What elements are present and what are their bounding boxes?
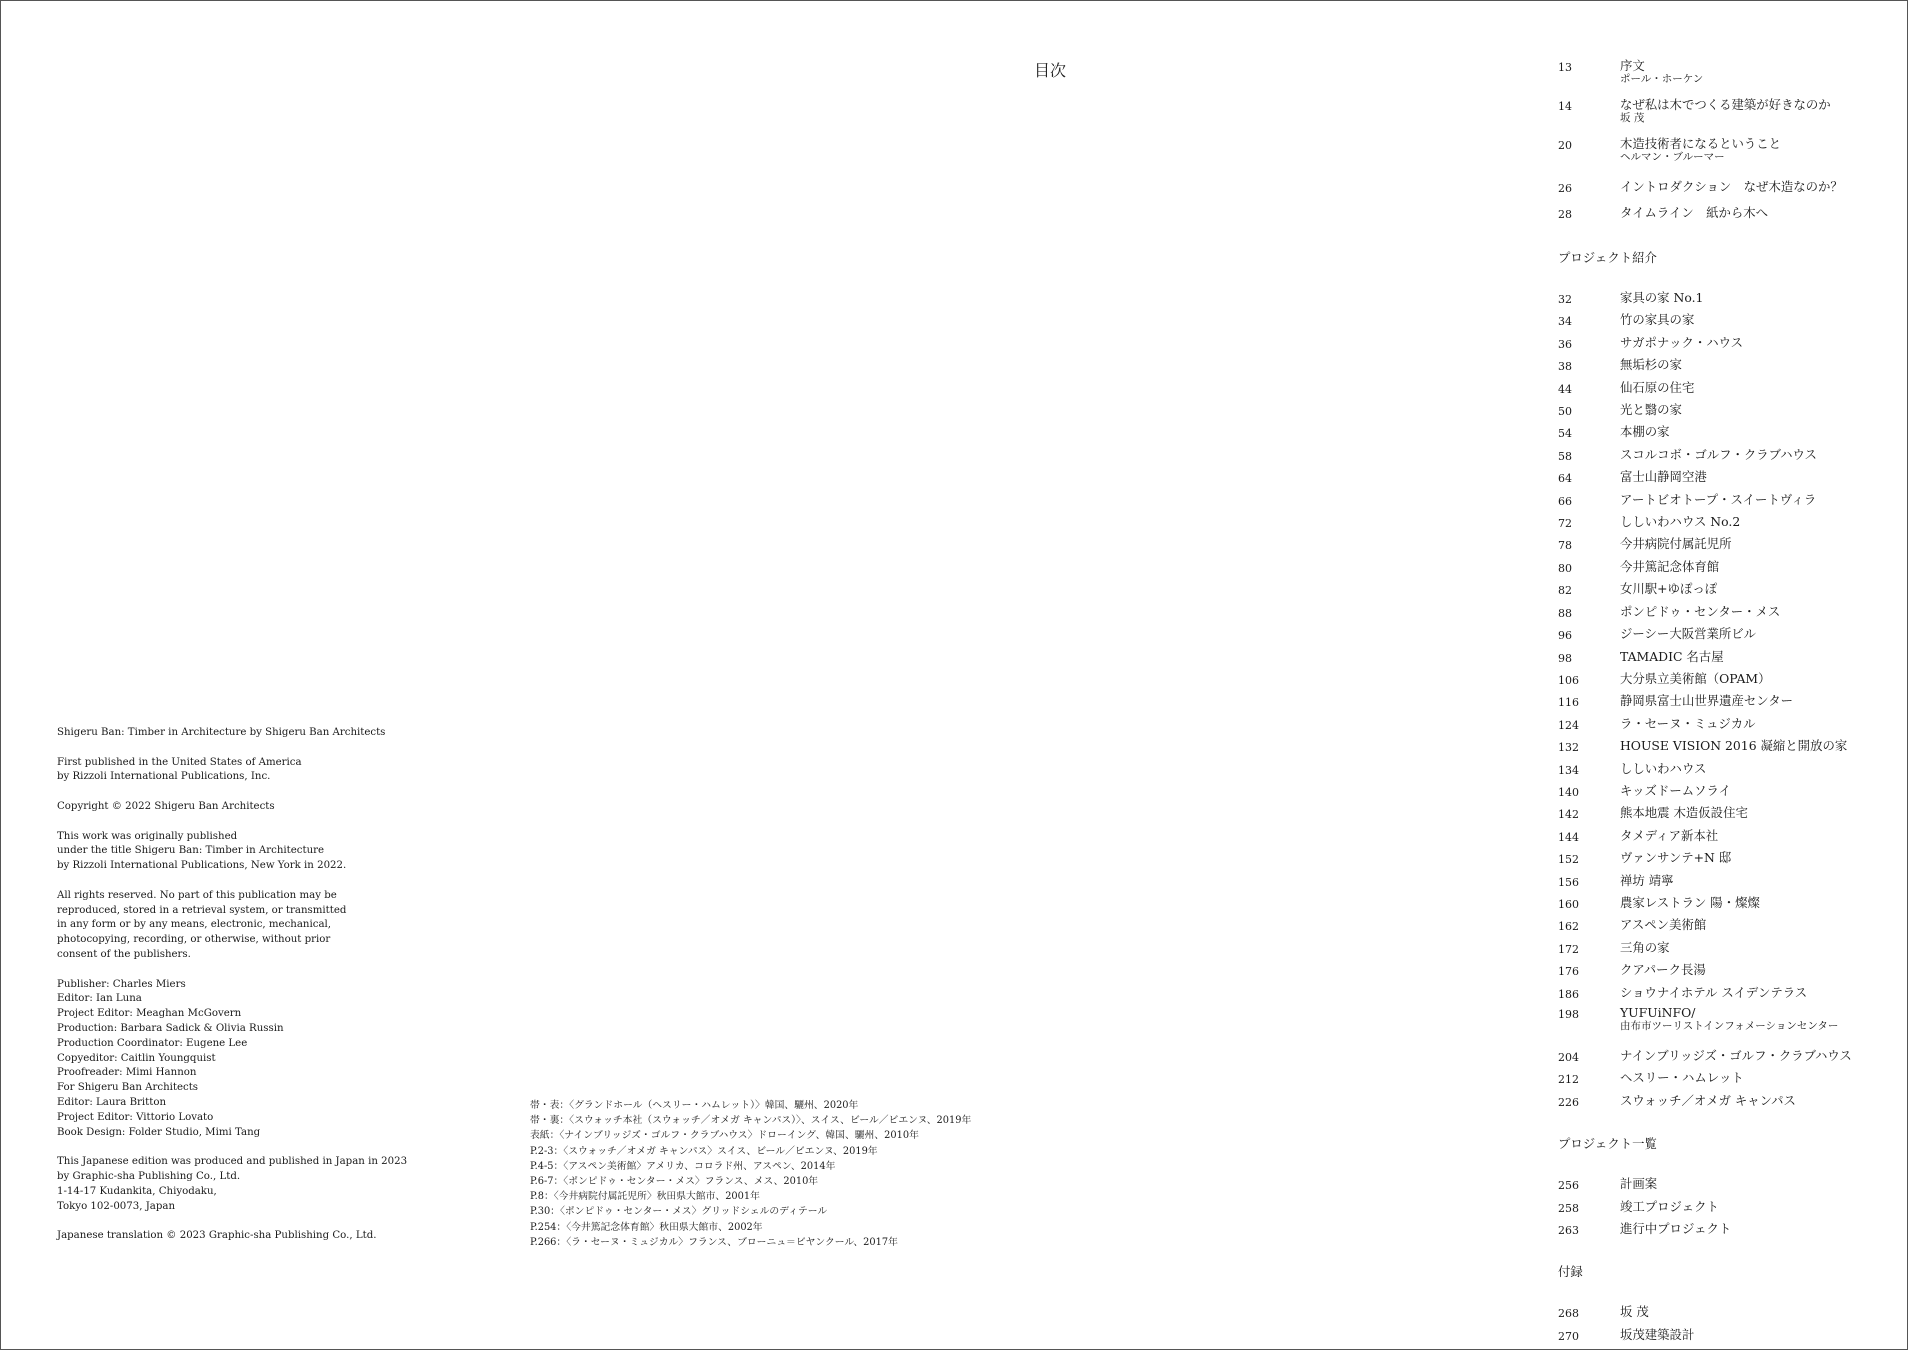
toc-entry-text: サガポナック・ハウス (1620, 334, 1744, 350)
toc-entry-text: HOUSE VISION 2016 凝縮と開放の家 (1620, 738, 1848, 754)
toc-entry-subtitle: ヘルマン・ブルーマー (1620, 151, 1725, 163)
toc-heading: 目次 (1034, 61, 1067, 80)
toc-entry[interactable] (1558, 893, 1898, 915)
toc-entry-text: ししいわハウス (1620, 760, 1707, 776)
toc-entry-text: 富士山静岡空港 (1620, 469, 1707, 485)
toc-entry-text: 静岡県富士山世界遺産センター (1620, 693, 1793, 709)
toc-entry-text: ナインブリッジズ・ゴルフ・クラブハウス (1620, 1048, 1852, 1063)
section-spacer (1558, 1282, 1898, 1303)
colophon-paragraph: This Japanese edition was produced and published in Japan in 2023 by Graphic-sha Publishing Co., Ltd. 1-14-17 Kudankita, Chiyodaku, Tokyo 102-0073, Japan (57, 1156, 408, 1212)
credit-line: P.30：〈ポンピドゥ・センター・メス〉グリッドシェルのディテール (530, 1206, 828, 1218)
toc-entry[interactable] (1558, 1005, 1898, 1046)
credit-line: 帯・表：〈グランドホール（ヘスリー・ハムレット）〉韓国、驪州、2020年 (530, 1100, 859, 1111)
toc-entry-text: 農家レストラン 陽・燦燦 (1620, 894, 1760, 910)
toc-entry-title (1620, 803, 1898, 823)
toc-page-number: 44 (1558, 382, 1572, 396)
toc-entry[interactable] (1558, 915, 1898, 937)
toc-entry-title (1620, 938, 1898, 958)
toc-entry-text: 坂 茂 (1620, 1304, 1649, 1320)
toc-entry[interactable] (1558, 1174, 1898, 1196)
credit-line: P.4-5：〈アスペン美術館〉アメリカ、コロラド州、アスペン、2014年 (530, 1160, 836, 1172)
toc-entry-text: 大分県立美術館（OPAM） (1620, 670, 1771, 686)
toc-page-number: 78 (1558, 539, 1572, 553)
toc-entry[interactable] (1558, 848, 1898, 870)
toc-entry-text: キッズドームソライ (1620, 782, 1731, 798)
toc-entry-text: アスペン美術館 (1620, 917, 1707, 933)
credit-line: P.254：〈今井篤記念体育館〉秋田県大館市、2002年 (530, 1221, 763, 1233)
toc-entry-text: ししいわハウス No.2 (1620, 514, 1741, 530)
toc-entry-text: 計画案 (1620, 1176, 1658, 1192)
toc-section-heading: プロジェクト一覧 (1558, 1135, 1657, 1151)
toc-section-heading: 付録 (1558, 1263, 1583, 1279)
section-spacer (1558, 227, 1898, 248)
toc-page-number: 88 (1558, 606, 1572, 620)
toc-entry-text: 家具の家 No.1 (1620, 290, 1704, 305)
toc-entry-title (1620, 355, 1898, 375)
toc-entry[interactable] (1558, 803, 1898, 825)
toc-entry[interactable] (1558, 400, 1898, 422)
toc-entry-title (1620, 647, 1898, 667)
toc-entry-text: 今井病院付属託児所 (1620, 536, 1732, 552)
toc-entry-text: 光と翳の家 (1620, 402, 1682, 418)
toc-entry-title (1620, 915, 1898, 935)
toc-entry-text: ヘスリー・ハムレット (1620, 1070, 1744, 1086)
toc-page-number: 258 (1558, 1201, 1579, 1215)
toc-entry-text: 木造技術者になるということ (1620, 136, 1782, 151)
toc-entry-text: 禅坊 靖寧 (1620, 872, 1674, 888)
toc-page-number: 36 (1558, 337, 1572, 351)
toc-entry-text: 竹の家具の家 (1620, 312, 1695, 328)
toc-entry[interactable] (1558, 136, 1898, 175)
toc-entry-title (1620, 1302, 1898, 1322)
toc-entry-text: 今井篤記念体育館 (1620, 558, 1720, 574)
toc-entry-title (1620, 310, 1898, 330)
toc-entry[interactable] (1558, 736, 1898, 758)
toc-entry-title (1620, 759, 1898, 779)
toc-entry[interactable] (1558, 422, 1898, 444)
toc-entry-title (1620, 1197, 1898, 1217)
toc-page-number: 28 (1558, 208, 1572, 221)
toc-entry-title (1620, 490, 1898, 510)
toc-entry[interactable] (1558, 557, 1898, 579)
toc-entry[interactable] (1558, 1068, 1898, 1090)
toc-entry[interactable] (1558, 714, 1898, 736)
toc-entry-subtitle: 由布市ツーリストインフォメーションセンター (1620, 1020, 1839, 1032)
toc-entry[interactable] (1558, 467, 1898, 489)
credit-line: 帯・裏：〈スウォッチ本社（スウォッチ／オメガ キャンパス）〉、スイス、ビール／ビエンヌ、2019年 (530, 1115, 972, 1127)
toc-entry-title (1620, 669, 1898, 689)
toc-entry-title (1620, 136, 1898, 163)
toc-page-number: 152 (1558, 853, 1579, 867)
colophon-paragraph: All rights reserved. No part of this publication may be reproduced, stored in a retrieval system, or transmitted in any form or by any means, electronic, mechanical, photocopying, recording, or otherwise, without prior consent of the publishers. (57, 889, 347, 960)
toc-entry-title (1620, 579, 1898, 599)
toc-entry[interactable] (1558, 579, 1898, 601)
toc-entry-title (1620, 983, 1898, 1003)
toc-page-number: 80 (1558, 561, 1572, 575)
toc-entry-text: 坂茂建築設計 (1620, 1326, 1695, 1342)
toc-entry-title (1620, 378, 1898, 398)
toc-page-number: 20 (1558, 139, 1572, 152)
credit-line: 表紙：〈ナインブリッジズ・ゴルフ・クラブハウス〉ドローイング、韓国、驪州、2010年 (530, 1130, 919, 1142)
toc-entry[interactable] (1558, 445, 1898, 467)
toc-entry-title (1620, 467, 1898, 487)
colophon-paragraph: Publisher: Charles Miers Editor: Ian Luna Project Editor: Meaghan McGovern Production: Barbara Sadick & Olivia Russin Production Coordinator: Eugene Lee Copyeditor: Caitlin Youngquist Proofreader: Mimi Hannon For Shigeru Ban Architects Editor: Laura Britton Project Editor: Vittorio Lovato Book Design: Folder Studio, Mimi Tang (57, 978, 284, 1138)
toc-entry-title (1620, 201, 1898, 225)
toc-entry-text: ジーシー大阪営業所ビル (1620, 626, 1757, 642)
toc-page-number: 54 (1558, 427, 1572, 441)
toc-entry[interactable] (1558, 378, 1898, 400)
toc-page-number: 256 (1558, 1179, 1579, 1193)
toc-entry-title (1620, 624, 1898, 644)
toc-page-number: 212 (1558, 1073, 1579, 1087)
toc-entry-text: イントロダクション なぜ木造なのか？ (1620, 179, 1843, 194)
toc-entry-title (1620, 714, 1898, 734)
toc-entry-title (1620, 1091, 1898, 1111)
toc-entry-title (1620, 97, 1898, 124)
toc-entry[interactable] (1558, 1197, 1898, 1219)
toc-page-number: 34 (1558, 315, 1572, 329)
section-spacer (1558, 1241, 1898, 1262)
toc-page-number: 116 (1558, 696, 1579, 710)
toc-entry-text: クアパーク長湯 (1620, 962, 1706, 978)
image-credits (530, 1098, 970, 1250)
toc-entry[interactable] (1558, 938, 1898, 960)
toc-entry[interactable] (1558, 1091, 1898, 1113)
toc-page-number: 13 (1558, 61, 1572, 74)
toc-entry-title (1620, 175, 1898, 199)
toc-page-number: 270 (1558, 1329, 1579, 1343)
toc-entry-title (1620, 422, 1898, 442)
toc-entry-title (1620, 602, 1898, 622)
toc-entry-title (1620, 1005, 1898, 1032)
toc-entry-text: 三角の家 (1620, 939, 1670, 955)
toc-entry[interactable] (1558, 310, 1898, 332)
toc-entry[interactable] (1558, 175, 1898, 201)
toc-entry-text: 仙石原の住宅 (1620, 379, 1695, 395)
toc-entry-text: 本棚の家 (1620, 424, 1670, 440)
toc-entry-text: ラ・セーヌ・ミュジカル (1620, 715, 1756, 731)
toc-entry-title (1620, 333, 1898, 353)
toc-page-number: 50 (1558, 405, 1572, 419)
toc-entry[interactable] (1558, 871, 1898, 893)
toc-page-number: 14 (1558, 100, 1572, 113)
toc-entry-title (1620, 1046, 1898, 1066)
toc-entry[interactable] (1558, 624, 1898, 646)
toc-entry[interactable] (1558, 960, 1898, 982)
toc-page-number: 134 (1558, 763, 1579, 777)
toc-entry-text: アートビオトープ・スイートヴィラ (1620, 491, 1817, 507)
toc-entry-title (1620, 960, 1898, 980)
toc-entry-text: 熊本地震 木造仮設住宅 (1620, 805, 1748, 821)
toc-entry[interactable] (1558, 781, 1898, 803)
toc-entry-text: TAMADIC 名古屋 (1620, 648, 1724, 664)
toc-page-number: 72 (1558, 517, 1572, 531)
toc-entry-title (1620, 534, 1898, 554)
toc-page-number: 64 (1558, 472, 1572, 486)
toc-entry[interactable] (1558, 355, 1898, 377)
toc-page-number: 263 (1558, 1224, 1579, 1238)
toc-page-number: 124 (1558, 718, 1579, 732)
toc-entry-text: タイムライン 紙から木へ (1620, 205, 1769, 220)
section-spacer (1558, 1113, 1898, 1134)
toc-entry-text: タメディア新本社 (1620, 827, 1719, 843)
toc-entry-title (1620, 512, 1898, 532)
toc-entry-title (1620, 400, 1898, 420)
toc-page-number: 226 (1558, 1095, 1579, 1109)
toc-entry-title (1620, 58, 1898, 85)
colophon-paragraph: Japanese translation © 2023 Graphic-sha Publishing Co., Ltd. (57, 1230, 377, 1242)
toc-entry[interactable] (1558, 602, 1898, 624)
toc-entry-text: YUFUiNFO/ (1620, 1005, 1696, 1020)
toc-entry-subtitle: 坂 茂 (1620, 112, 1645, 124)
toc-page-number: 106 (1558, 673, 1579, 687)
toc-entry[interactable] (1558, 647, 1898, 669)
toc-entry-text: 竣工プロジェクト (1620, 1198, 1719, 1214)
toc-page-number: 186 (1558, 987, 1579, 1001)
toc-entry-title (1620, 781, 1898, 801)
toc-page-number: 58 (1558, 449, 1572, 463)
toc-entry[interactable] (1558, 1046, 1898, 1068)
toc-entry[interactable] (1558, 201, 1898, 227)
credit-line: P.8：〈今井病院付属託児所〉秋田県大館市、2001年 (530, 1191, 760, 1203)
toc-entry[interactable] (1558, 288, 1898, 310)
toc-page-number: 32 (1558, 293, 1572, 306)
toc-entry[interactable] (1558, 1219, 1898, 1241)
toc-entry-text: ヴァンサンテ+N 邸 (1620, 850, 1732, 866)
credit-line: P.6-7：〈ポンピドゥ・センター・メス〉フランス、メス、2010年 (530, 1176, 819, 1188)
toc-entry-text: 進行中プロジェクト (1620, 1221, 1732, 1237)
toc-entry-text: ショウナイホテル スイデンテラス (1620, 984, 1808, 1000)
toc-entry[interactable] (1558, 1325, 1898, 1347)
toc-entry[interactable] (1558, 333, 1898, 355)
toc-entry-title (1620, 893, 1898, 913)
toc-page-number: 140 (1558, 785, 1579, 799)
toc-entry-title (1620, 848, 1898, 868)
toc-page-number: 26 (1558, 182, 1572, 195)
table-of-contents (1558, 58, 1898, 1347)
toc-entry[interactable] (1558, 1302, 1898, 1324)
toc-entry-title (1620, 445, 1898, 465)
toc-page-number: 82 (1558, 584, 1572, 598)
toc-section-heading: プロジェクト紹介 (1558, 249, 1657, 265)
credit-line: P.2-3：〈スウォッチ／オメガ キャンパス〉スイス、ビール／ビエンヌ、2019年 (530, 1145, 878, 1157)
toc-entry[interactable] (1558, 669, 1898, 691)
toc-page-number: 160 (1558, 897, 1579, 911)
toc-entry[interactable] (1558, 983, 1898, 1005)
toc-entry-title (1620, 1068, 1898, 1088)
toc-page-number: 156 (1558, 875, 1579, 889)
toc-entry[interactable] (1558, 490, 1898, 512)
section-spacer (1558, 1154, 1898, 1175)
toc-entry-title (1620, 1325, 1898, 1345)
toc-entry[interactable] (1558, 512, 1898, 534)
toc-entry-text: スウォッチ／オメガ キャンパス (1620, 1092, 1796, 1108)
toc-entry[interactable] (1558, 58, 1898, 97)
toc-entry-text: 序文 (1620, 58, 1645, 73)
toc-entry-title (1620, 557, 1898, 577)
toc-page-number: 132 (1558, 741, 1579, 755)
toc-page-number: 142 (1558, 808, 1579, 822)
toc-page-number: 98 (1558, 651, 1572, 665)
toc-entry-title (1620, 1174, 1898, 1194)
toc-entry-subtitle: ポール・ホーケン (1620, 73, 1704, 85)
colophon-paragraph: This work was originally published under the title Shigeru Ban: Timber in Architecture by Rizzoli International Publications, New York in 2022. (57, 830, 347, 872)
toc-page-number: 198 (1558, 1008, 1579, 1021)
toc-entry-text: 女川駅+ゆぽっぽ (1620, 581, 1718, 597)
toc-page-number: 268 (1558, 1307, 1579, 1321)
toc-entry-title (1620, 871, 1898, 891)
toc-page-number: 204 (1558, 1051, 1579, 1064)
toc-entry-text: スコルコボ・ゴルフ・クラブハウス (1620, 446, 1817, 462)
toc-page-number: 66 (1558, 494, 1572, 508)
toc-page-number: 176 (1558, 965, 1579, 979)
colophon (57, 726, 457, 1259)
toc-entry-title (1620, 826, 1898, 846)
toc-entry-title (1620, 288, 1898, 308)
toc-page-number: 96 (1558, 629, 1572, 643)
colophon-paragraph: Shigeru Ban: Timber in Architecture by Shigeru Ban Architects (57, 727, 386, 738)
toc-entry-text: 無垢杉の家 (1620, 357, 1682, 373)
toc-page-number: 38 (1558, 360, 1572, 374)
toc-page-number: 172 (1558, 942, 1579, 956)
toc-entry-title (1620, 736, 1898, 756)
toc-entry-text: ポンピドゥ・センター・メス (1620, 603, 1781, 619)
colophon-paragraph: First published in the United States of America by Rizzoli International Publications, Inc. (57, 756, 302, 783)
toc-page-number: 162 (1558, 920, 1579, 934)
toc-page-number: 144 (1558, 830, 1579, 844)
toc-entry-title (1620, 691, 1898, 711)
credit-line: P.266：〈ラ・セーヌ・ミュジカル〉フランス、ブローニュ＝ビヤンクール、2017年 (530, 1236, 898, 1248)
toc-entry[interactable] (1558, 534, 1898, 556)
section-spacer (1558, 268, 1898, 289)
colophon-paragraph: Copyright © 2022 Shigeru Ban Architects (57, 800, 275, 812)
toc-entry[interactable] (1558, 691, 1898, 713)
toc-entry-text: なぜ私は木でつくる建築が好きなのか (1620, 97, 1831, 112)
toc-entry[interactable] (1558, 759, 1898, 781)
toc-entry[interactable] (1558, 826, 1898, 848)
toc-entry[interactable] (1558, 97, 1898, 136)
toc-entry-title (1620, 1219, 1898, 1239)
